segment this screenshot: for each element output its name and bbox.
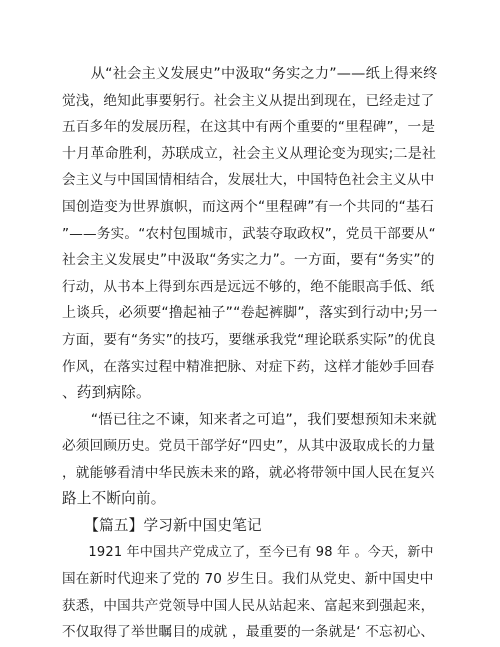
text-line: 上谈兵，必须要“撸起袖子”“卷起裤脚”，落实到行动中;另一 (62, 305, 438, 321)
text-line: 十月革命胜利，苏联成立，社会主义从理论变为现实;二是社 (62, 146, 437, 162)
text-line: 1921 年中国共产党成立了，至今已有 98 年 。今天，新中 (62, 545, 434, 560)
text-line: 社会主义发展史”中汲取“务实之力”。一方面，要有“务实”的 (62, 252, 435, 268)
text-line: 国在新时代迎来了党的 70 岁生日。我们从党史、新中国史中 (62, 571, 434, 587)
text-line: 、药到病除。 (62, 384, 151, 401)
text-line: 方面，要有“务实”的技巧，要继承我党“理论联系实际”的优良 (62, 332, 436, 348)
text-line: 觉浅，绝知此事要躬行。社会主义从提出到现在，已经走过了 (62, 93, 435, 109)
text-line: 会主义与中国国情相结合，发展壮大，中国特色社会主义从中 (62, 172, 435, 188)
text-line: 不仅取得了举世瞩目的成就 ，最重要的一条就是‘ 不忘初心、 (62, 624, 435, 640)
text-line: ”——务实。“农村包围城市，武装夺取政权”，党员干部要从“ (62, 226, 436, 242)
text-line: 行动，从书本上得到东西是远远不够的，绝不能眼高手低、纸 (62, 279, 435, 295)
text-line: 从“社会主义发展史”中汲取“务实之力”——纸上得来终 (62, 66, 438, 82)
text-line: 路上不断向前。 (62, 490, 166, 507)
text-line: ，就能够看清中华民族未来的路，就必将带领中国人民在复兴 (62, 465, 435, 481)
text-line: 必须回顾历史。党员干部学好“四史”，从其中汲取成长的力量 (62, 438, 436, 454)
section-heading: 【篇五】学习新中国史笔记 (62, 517, 262, 534)
text-line: “悟已往之不谏，知来者之可追”，我们要想预知未来就 (62, 412, 437, 428)
text-line: 国创造变为世界旗帜，而这两个“里程碑”有一个共同的“基石 (62, 199, 434, 215)
text-line: 作风，在落实过程中精准把脉、对症下药，这样才能妙手回春 (62, 359, 435, 375)
text-line: 五百多年的发展历程，在这其中有两个重要的“里程碑”，一是 (62, 119, 436, 135)
text-line: 获悉，中国共产党领导中国人民从站起来、富起来到强起来， (62, 598, 435, 614)
